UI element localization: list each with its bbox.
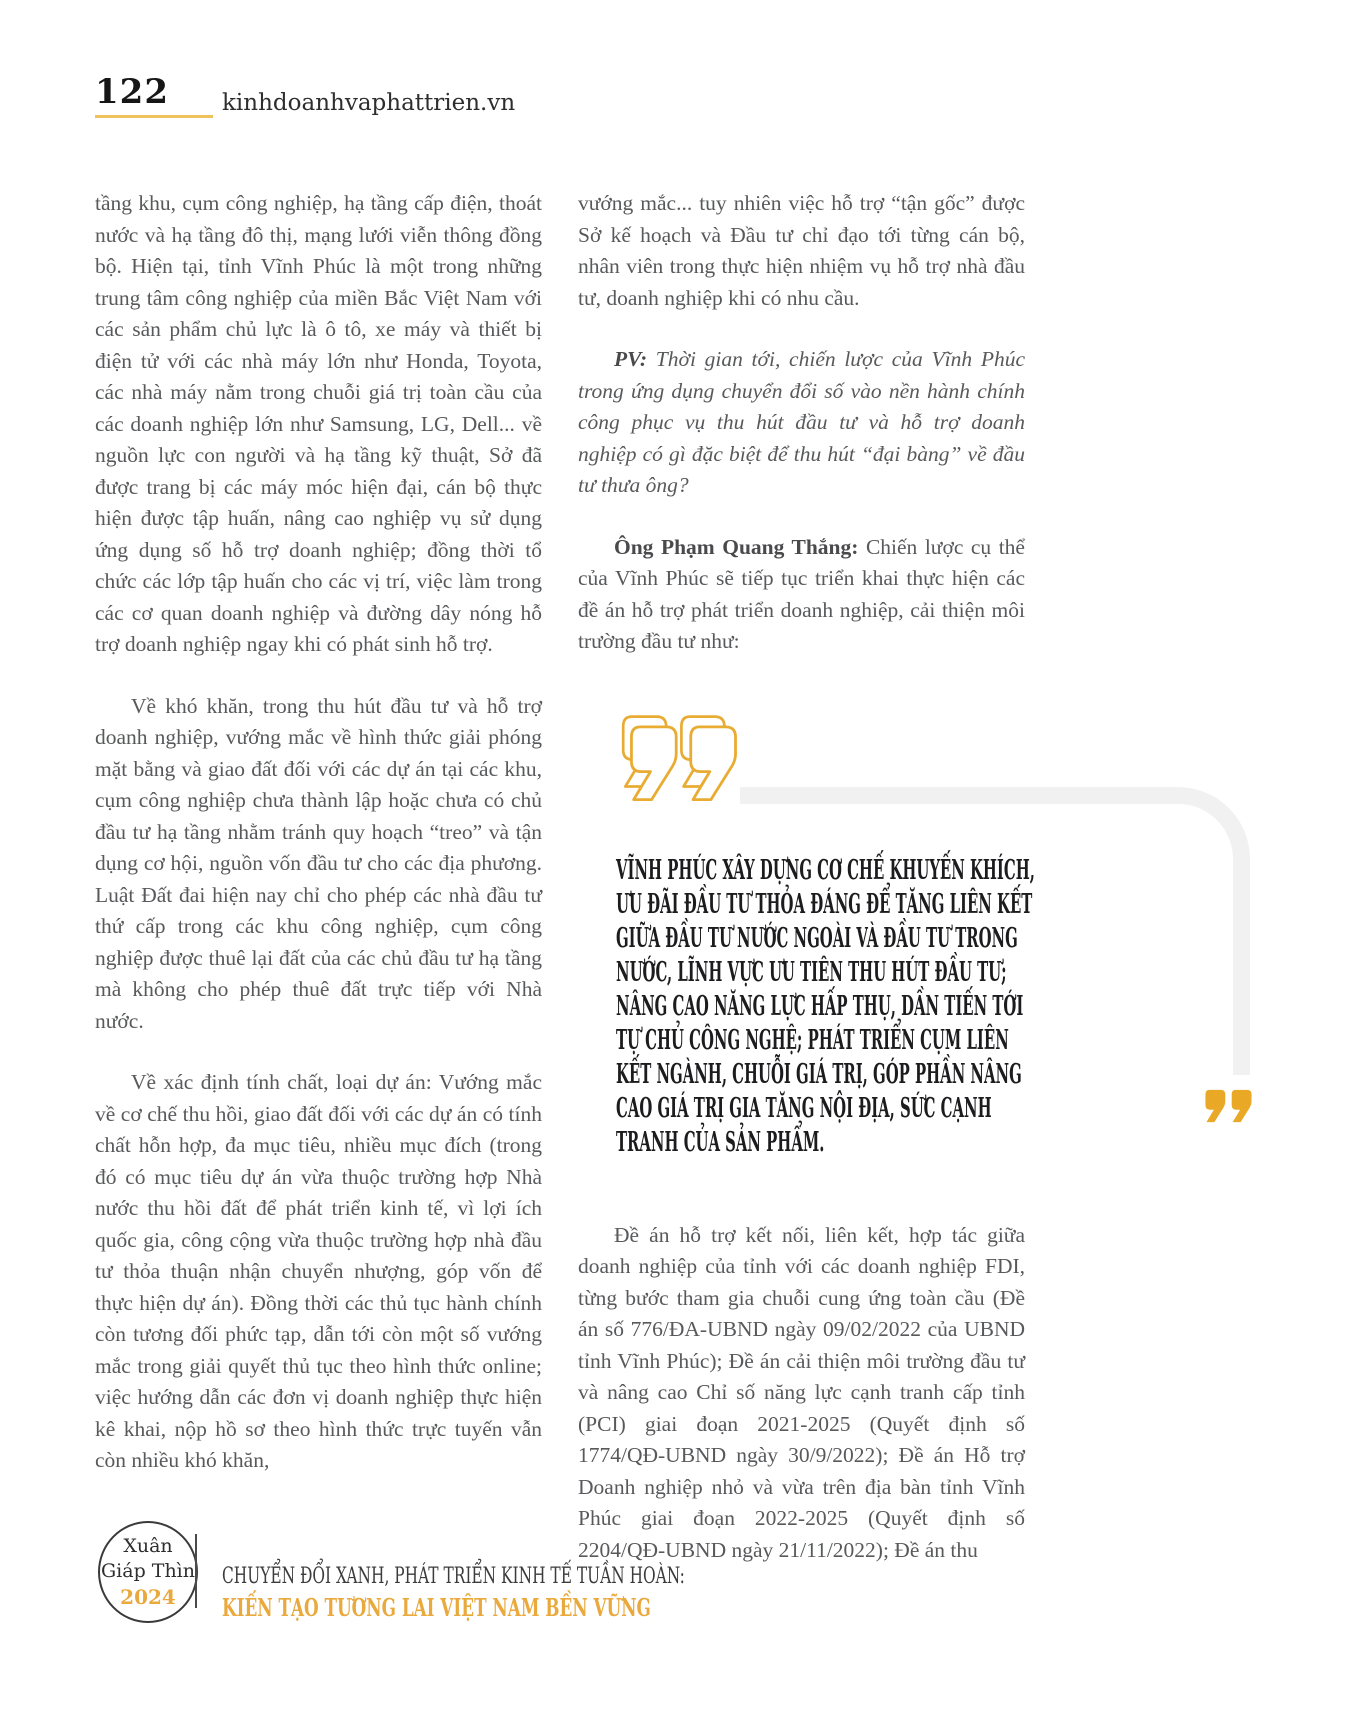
pull-quote: VĨNH PHÚC XÂY DỰNG CƠ CHẾ KHUYẾN KHÍCH, ƯU ĐÃI ĐẦU TƯ THỎA ĐÁNG ĐỂ TĂNG LIÊN KẾT GIỮA ĐẦU TƯ NƯỚC NGOÀI VÀ ĐẦU TƯ TRONG NƯỚC, LĨNH VỰC ƯU TIÊN THU HÚT ĐẦU TƯ; NÂNG CAO NĂNG LỰC HẤP THỤ, DẦN TIẾN TỚI TỰ CHỦ CÔNG NGHỆ; PHÁT TRIỂN CỤM LIÊN KẾT NGÀNH, CHUỖI GIÁ TRỊ, GÓP PHẦN NÂNG CAO GIÁ TRỊ GIA TĂNG NỘI ĐỊA, SỨC CẠNH TRANH CỦA SẢN PHẨM. [616, 854, 1035, 1158]
interview-question [578, 344, 1025, 502]
badge-line: Giáp Thìn [100, 1560, 195, 1582]
left-column [95, 188, 542, 1477]
footer-title-line1: CHUYỂN ĐỔI XANH, PHÁT TRIỂN KINH TẾ TUẦN HOÀN: [222, 1564, 685, 1589]
body-paragraph: Về xác định tính chất, loại dự án: Vướng mắc về cơ chế thu hồi, giao đất đối với các dự án có tính chất hỗn hợp, đa mục tiêu, nhiều mục đích (trong đó có mục tiêu dự án vừa thuộc trường hợp Nhà nước thu hồi đất để phát triển kinh tế, vì lợi ích quốc gia, công cộng vừa thuộc trường hợp nhà đầu tư thỏa thuận nhận chuyển nhượng, góp vốn để thực hiện dự án). Đồng thời các thủ tục hành chính còn tương đối phức tạp, dẫn tới còn một số vướng mắc trong giải quyết thủ tục theo hình thức online; việc hướng dẫn các đơn vị doanh nghiệp thực hiện kê khai, nộp hồ sơ theo hình thức trực tuyến vẫn còn nhiều khó khăn, [95, 1070, 542, 1472]
body-paragraph: vướng mắc... tuy nhiên việc hỗ trợ “tận gốc” được Sở kế hoạch và Đầu tư chỉ đạo tới từng cán bộ, nhân viên trong thực hiện nhiệm vụ hỗ trợ nhà đầu tư, doanh nghiệp khi có nhu cầu. [578, 191, 1025, 310]
footer-titles [222, 1562, 883, 1624]
answer-text: Chiến lược cụ thể của Vĩnh Phúc sẽ tiếp tục triển khai thực hiện các đề án hỗ trợ phát triển doanh nghiệp, cải thiện môi trường đầu tư như: [578, 534, 1025, 653]
question-label: PV: [614, 347, 648, 371]
badge-line: Xuân [123, 1535, 173, 1557]
interview-answer [578, 532, 1025, 658]
footer-divider [195, 1534, 197, 1608]
body-paragraph: Đề án hỗ trợ kết nối, liên kết, hợp tác giữa doanh nghiệp của tỉnh với các doanh nghiệp FDI, từng bước tham gia chuỗi cung ứng toàn cầu (Đề án số 776/ĐA-UBND ngày 09/02/2022 của UBND tỉnh Vĩnh Phúc); Đề án cải thiện môi trường đầu tư và nâng cao Chỉ số năng lực cạnh tranh cấp tỉnh (PCI) giai đoạn 2021-2025 (Quyết định số 1774/QĐ-UBND ngày 30/9/2022); Đề án Hỗ trợ Doanh nghiệp nhỏ và vừa trên địa bàn tỉnh Vĩnh Phúc giai đoạn 2022-2025 (Quyết định số 2204/QĐ-UBND ngày 21/11/2022); Đề án thu [578, 1222, 1025, 1562]
site-name: kinhdoanhvaphattrien.vn [222, 90, 516, 116]
speaker-name: Ông Phạm Quang Thắng: [614, 534, 859, 559]
year-badge [98, 1521, 198, 1623]
page-number: 122 [95, 72, 169, 112]
closing-quotes-icon [1201, 1084, 1255, 1135]
question-text: Thời gian tới, chiến lược của Vĩnh Phúc trong ứng dụng chuyển đổi số vào nền hành chính công phục vụ thu hút đầu tư và hỗ trợ doanh nghiệp có gì đặc biệt để thu hút “đại bàng” về đầu tư thưa ông? [578, 347, 1025, 497]
right-column [578, 188, 1035, 1566]
footer-title-line2: KIẾN TẠO TƯƠNG LAI VIỆT NAM BỀN VỮNG [222, 1593, 651, 1622]
body-paragraph: Về khó khăn, trong thu hút đầu tư và hỗ trợ doanh nghiệp, vướng mắc về hình thức giải phóng mặt bằng và giao đất đối với các dự án tại các khu, cụm công nghiệp chưa thành lập hoặc chưa có chủ đầu tư hạ tầng nhằm tránh quy hoạch “treo” và tận dụng cơ hội, nguồn vốn đầu tư cho các địa phương. Luật Đất đai hiện nay chỉ cho phép các nhà đầu tư thứ cấp trong các khu công nghiệp, cụm công nghiệp được thuê lại đất của các chủ đầu tư hạ tầng mà không cho phép thuê đất trực tiếp với Nhà nước. [95, 693, 542, 1033]
body-paragraph: tầng khu, cụm công nghiệp, hạ tầng cấp điện, thoát nước và hạ tầng đô thị, mạng lưới viễn thông đồng bộ. Hiện tại, tỉnh Vĩnh Phúc là một trong những trung tâm công nghiệp của miền Bắc Việt Nam với các sản phẩm chủ lực là ô tô, xe máy và thiết bị điện tử với các nhà máy lớn như Honda, Toyota, các nhà máy nằm trong chuỗi giá trị toàn cầu của các doanh nghiệp lớn như Samsung, LG, Dell... về nguồn lực con người và hạ tầng kỹ thuật, Sở đã được trang bị các máy móc hiện đại, cán bộ thực hiện được tập huấn, nâng cao nghiệp vụ sử dụng ứng dụng số hỗ trợ doanh nghiệp; đồng thời tổ chức các lớp tập huấn cho các vị trí, việc làm trong các cơ quan doanh nghiệp và đường dây nóng hỗ trợ doanh nghiệp ngay khi có phát sinh hỗ trợ. [95, 191, 542, 656]
opening-quotes-icon [618, 686, 1025, 838]
accent-underline [95, 115, 213, 118]
badge-year: 2024 [120, 1585, 176, 1609]
